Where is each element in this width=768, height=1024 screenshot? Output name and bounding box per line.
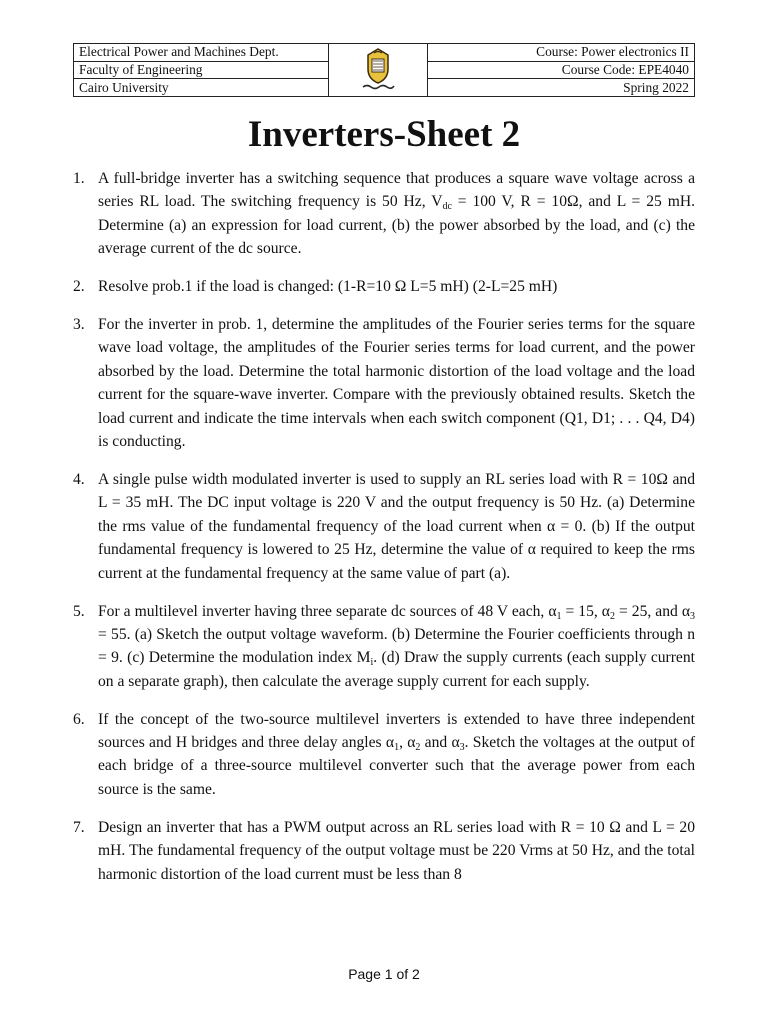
- problem-item: [73, 313, 695, 453]
- problem-text: If the concept of the two-source multilevel inverters is extended to have three independent sources and H bridges and three delay angles $\alpha_1$, $\alpha_2$ and $\alpha_3$. Sketch the voltages at the output of each bridge of a three-source multilevel converter such that the average power from each source is the same.: [98, 710, 696, 798]
- header-course-code: Course Code: EPE4040: [428, 61, 695, 79]
- problem-text: Resolve prob.1 if the load is changed: (1-R=10 Ω L=5 mH) (2-L=25 mH): [98, 278, 558, 296]
- problem-item: [73, 816, 695, 886]
- cairo-university-logo-icon: [355, 47, 401, 93]
- problem-number: 2.: [73, 278, 85, 296]
- problem-item: [73, 275, 695, 298]
- problem-list: [73, 167, 695, 900]
- problem-text: For a multilevel inverter having three separate dc sources of 48 V each, $\alpha_1 = 15$, $\alpha_2 = 25$, and $\alpha_3 = 55$. (a) Sketch the output voltage waveform. (b) Determine the Fourier coefficients through n = 9. (c) Determine the modulation index $M_i$. (d) Draw the supply currents (each supply current on a separate graph), then calculate the average supply current for each supply.: [98, 602, 695, 690]
- problem-item: [73, 167, 695, 261]
- problem-text: A full-bridge inverter has a switching sequence that produces a square wave voltage across a series RL load. The switching frequency is 50 Hz, $V_{dc} = 100$ V, R = 10Ω, and L = 25 mH. Determine (a) an expression for load current, (b) the power absorbed by the load, and (c) the average current of the dc source.: [98, 170, 695, 258]
- problem-number: 3.: [73, 316, 85, 334]
- header-faculty: Faculty of Engineering: [74, 61, 329, 79]
- problem-number: 7.: [73, 818, 85, 836]
- header-term: Spring 2022: [428, 79, 695, 97]
- page-title: Inverters-Sheet 2: [247, 114, 521, 155]
- problem-number: 5.: [73, 602, 85, 620]
- header-dept: Electrical Power and Machines Dept.: [74, 44, 329, 62]
- problem-item: [73, 468, 695, 585]
- page-number: Page 1 of 2: [348, 966, 420, 982]
- problem-number: 1.: [73, 170, 85, 187]
- logo-cell: [329, 44, 428, 97]
- problem-item: [73, 708, 695, 802]
- problem-item: [73, 600, 695, 694]
- problem-text: A single pulse width modulated inverter is used to supply an RL series load with R = 10Ω and L = 35 mH. The DC input voltage is 220 V and the output frequency is 50 Hz. (a) Determine the rms value of the fundamental frequency of the load current when α = 0. (b) If the output fundamental frequency is lowered to 25 Hz, determine the value of α required to keep the rms current at the fundamental frequency at the same value of part (a).: [98, 470, 695, 582]
- problem-number: 4.: [73, 470, 85, 488]
- problem-number: 6.: [73, 710, 85, 728]
- header-course: Course: Power electronics II: [428, 44, 695, 62]
- problem-text: For the inverter in prob. 1, determine the amplitudes of the Fourier series terms for the square wave load voltage, the amplitudes of the Fourier series terms for load current, and the power absorbed by the load. Determine the total harmonic distortion of the load voltage and the load current for the square-wave inverter. Compare with the previously obtained results. Sketch the load current and indicate the time intervals when each switch component (Q1, D1; . . . Q4, D4) is conducting.: [98, 316, 695, 451]
- header-table: [73, 43, 695, 97]
- header-university: Cairo University: [74, 79, 329, 97]
- problem-text: Design an inverter that has a PWM output across an RL series load with R = 10 Ω and L = 20 mH. The fundamental frequency of the output voltage must be 220 Vrms at 50 Hz, and the total harmonic distortion of the load current must be less than 8: [98, 818, 695, 883]
